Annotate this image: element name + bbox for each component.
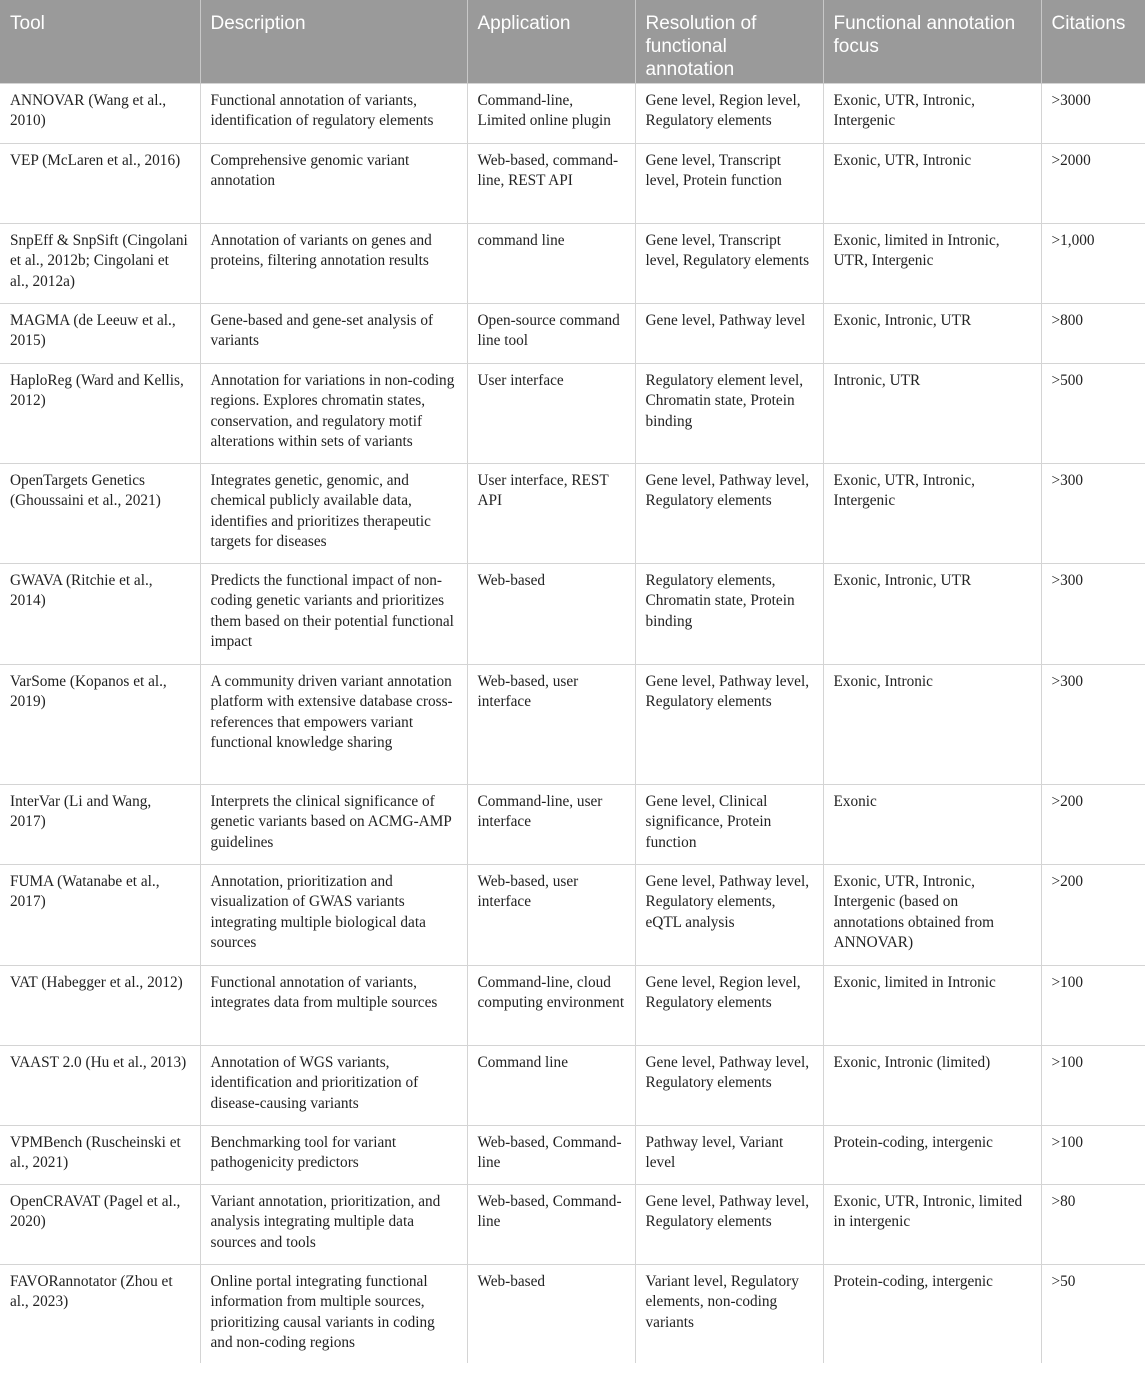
cell-tool: VAT (Habegger et al., 2012)	[0, 965, 200, 1045]
table-row	[0, 664, 1145, 784]
cell-resolution: Regulatory elements, Chromatin state, Protein binding	[635, 563, 823, 664]
cell-application: Web-based, user interface	[467, 664, 635, 784]
cell-application: User interface, REST API	[467, 463, 635, 563]
table-row	[0, 83, 1145, 143]
cell-description: Benchmarking tool for variant pathogenicity predictors	[200, 1125, 467, 1184]
cell-resolution: Gene level, Transcript level, Regulatory elements	[635, 223, 823, 303]
cell-focus: Exonic, Intronic (limited)	[823, 1045, 1041, 1125]
table-row	[0, 1045, 1145, 1125]
cell-citations: >200	[1041, 864, 1145, 965]
cell-application: Web-based, Command-line	[467, 1125, 635, 1184]
cell-resolution: Gene level, Region level, Regulatory elements	[635, 965, 823, 1045]
cell-application: Web-based, Command-line	[467, 1184, 635, 1264]
header-citations: Citations	[1041, 0, 1145, 83]
cell-tool: InterVar (Li and Wang, 2017)	[0, 784, 200, 864]
table-row	[0, 363, 1145, 463]
cell-citations: >100	[1041, 965, 1145, 1045]
cell-description: A community driven variant annotation platform with extensive database cross-references that empowers variant functional knowledge sharing	[200, 664, 467, 784]
table-row	[0, 143, 1145, 223]
cell-citations: >500	[1041, 363, 1145, 463]
table-header	[0, 0, 1145, 83]
cell-application: Open-source command line tool	[467, 303, 635, 363]
cell-description: Functional annotation of variants, identification of regulatory elements	[200, 83, 467, 143]
cell-citations: >3000	[1041, 83, 1145, 143]
cell-citations: >300	[1041, 563, 1145, 664]
cell-focus: Exonic, Intronic	[823, 664, 1041, 784]
cell-description: Variant annotation, prioritization, and analysis integrating multiple data sources and tools	[200, 1184, 467, 1264]
cell-citations: >2000	[1041, 143, 1145, 223]
cell-resolution: Gene level, Pathway level, Regulatory elements	[635, 463, 823, 563]
cell-citations: >300	[1041, 463, 1145, 563]
cell-citations: >200	[1041, 784, 1145, 864]
header-focus: Functional annotation focus	[823, 0, 1041, 83]
cell-description: Comprehensive genomic variant annotation	[200, 143, 467, 223]
cell-tool: OpenCRAVAT (Pagel et al., 2020)	[0, 1184, 200, 1264]
cell-citations: >100	[1041, 1125, 1145, 1184]
table-row	[0, 1125, 1145, 1184]
cell-resolution: Pathway level, Variant level	[635, 1125, 823, 1184]
cell-application: Command line	[467, 1045, 635, 1125]
cell-citations: >1,000	[1041, 223, 1145, 303]
cell-application: Web-based	[467, 1264, 635, 1363]
table-row	[0, 965, 1145, 1045]
cell-tool: HaploReg (Ward and Kellis, 2012)	[0, 363, 200, 463]
table-row	[0, 563, 1145, 664]
cell-focus: Exonic, limited in Intronic, UTR, Intergenic	[823, 223, 1041, 303]
cell-description: Annotation of variants on genes and proteins, filtering annotation results	[200, 223, 467, 303]
cell-focus: Exonic, UTR, Intronic, Intergenic	[823, 83, 1041, 143]
header-application: Application	[467, 0, 635, 83]
cell-citations: >300	[1041, 664, 1145, 784]
cell-application: Command-line, user interface	[467, 784, 635, 864]
cell-description: Annotation for variations in non-coding regions. Explores chromatin states, conservation, and regulatory motif alterations within sets of variants	[200, 363, 467, 463]
cell-application: Web-based, command-line, REST API	[467, 143, 635, 223]
cell-description: Integrates genetic, genomic, and chemical publicly available data, identifies and prioritizes therapeutic targets for diseases	[200, 463, 467, 563]
cell-tool: OpenTargets Genetics (Ghoussaini et al., 2021)	[0, 463, 200, 563]
cell-resolution: Gene level, Clinical significance, Protein function	[635, 784, 823, 864]
header-row	[0, 0, 1145, 83]
cell-tool: FAVORannotator (Zhou et al., 2023)	[0, 1264, 200, 1363]
cell-description: Predicts the functional impact of non-coding genetic variants and prioritizes them based on their potential functional impact	[200, 563, 467, 664]
cell-resolution: Gene level, Region level, Regulatory elements	[635, 83, 823, 143]
cell-application: command line	[467, 223, 635, 303]
header-description: Description	[200, 0, 467, 83]
cell-resolution: Gene level, Pathway level, Regulatory elements	[635, 1184, 823, 1264]
table-row	[0, 1184, 1145, 1264]
cell-focus: Exonic, UTR, Intronic	[823, 143, 1041, 223]
cell-tool: SnpEff & SnpSift (Cingolani et al., 2012b; Cingolani et al., 2012a)	[0, 223, 200, 303]
header-tool: Tool	[0, 0, 200, 83]
cell-citations: >800	[1041, 303, 1145, 363]
cell-resolution: Regulatory element level, Chromatin state, Protein binding	[635, 363, 823, 463]
cell-application: User interface	[467, 363, 635, 463]
cell-resolution: Variant level, Regulatory elements, non-coding variants	[635, 1264, 823, 1363]
table-row	[0, 463, 1145, 563]
cell-tool: VEP (McLaren et al., 2016)	[0, 143, 200, 223]
cell-resolution: Gene level, Transcript level, Protein function	[635, 143, 823, 223]
table-row	[0, 864, 1145, 965]
table-body	[0, 83, 1145, 1363]
cell-focus: Exonic, UTR, Intronic, Intergenic (based on annotations obtained from ANNOVAR)	[823, 864, 1041, 965]
cell-description: Gene-based and gene-set analysis of variants	[200, 303, 467, 363]
cell-tool: VAAST 2.0 (Hu et al., 2013)	[0, 1045, 200, 1125]
cell-description: Annotation of WGS variants, identification and prioritization of disease-causing variants	[200, 1045, 467, 1125]
cell-tool: VarSome (Kopanos et al., 2019)	[0, 664, 200, 784]
cell-application: Web-based, user interface	[467, 864, 635, 965]
cell-description: Functional annotation of variants, integrates data from multiple sources	[200, 965, 467, 1045]
cell-focus: Exonic, limited in Intronic	[823, 965, 1041, 1045]
cell-tool: GWAVA (Ritchie et al., 2014)	[0, 563, 200, 664]
cell-citations: >100	[1041, 1045, 1145, 1125]
cell-application: Command-line, Limited online plugin	[467, 83, 635, 143]
cell-tool: ANNOVAR (Wang et al., 2010)	[0, 83, 200, 143]
cell-focus: Exonic, Intronic, UTR	[823, 303, 1041, 363]
cell-resolution: Gene level, Pathway level	[635, 303, 823, 363]
header-resolution: Resolution of functional annotation	[635, 0, 823, 83]
cell-tool: FUMA (Watanabe et al., 2017)	[0, 864, 200, 965]
cell-application: Web-based	[467, 563, 635, 664]
cell-resolution: Gene level, Pathway level, Regulatory elements, eQTL analysis	[635, 864, 823, 965]
cell-focus: Exonic, UTR, Intronic, Intergenic	[823, 463, 1041, 563]
cell-resolution: Gene level, Pathway level, Regulatory elements	[635, 664, 823, 784]
cell-focus: Intronic, UTR	[823, 363, 1041, 463]
cell-tool: MAGMA (de Leeuw et al., 2015)	[0, 303, 200, 363]
cell-tool: VPMBench (Ruscheinski et al., 2021)	[0, 1125, 200, 1184]
cell-focus: Protein-coding, intergenic	[823, 1125, 1041, 1184]
table-row	[0, 784, 1145, 864]
table-row	[0, 223, 1145, 303]
cell-description: Annotation, prioritization and visualization of GWAS variants integrating multiple biological data sources	[200, 864, 467, 965]
cell-focus: Exonic, Intronic, UTR	[823, 563, 1041, 664]
cell-focus: Protein-coding, intergenic	[823, 1264, 1041, 1363]
cell-description: Interprets the clinical significance of genetic variants based on ACMG-AMP guidelines	[200, 784, 467, 864]
cell-citations: >80	[1041, 1184, 1145, 1264]
table-row	[0, 303, 1145, 363]
cell-focus: Exonic, UTR, Intronic, limited in intergenic	[823, 1184, 1041, 1264]
table-row	[0, 1264, 1145, 1363]
cell-focus: Exonic	[823, 784, 1041, 864]
cell-citations: >50	[1041, 1264, 1145, 1363]
cell-description: Online portal integrating functional information from multiple sources, prioritizing causal variants in coding and non-coding regions	[200, 1264, 467, 1363]
cell-application: Command-line, cloud computing environment	[467, 965, 635, 1045]
cell-resolution: Gene level, Pathway level, Regulatory elements	[635, 1045, 823, 1125]
